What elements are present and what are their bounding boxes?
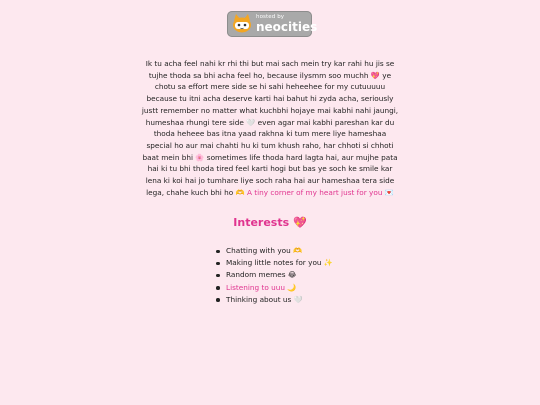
- neocities-cat-icon: [231, 14, 253, 34]
- interest-item: Making little notes for you ✨: [216, 257, 333, 269]
- interest-item: Listening to uuu 🌙: [216, 282, 333, 294]
- message-tagline: A tiny corner of my heart just for you 💌: [246, 187, 394, 197]
- message-text: Ik tu acha feel nahi kr rhi thi but mai sach mein try kar rahi hu jis se tujhe thoda sa bhi acha feel ho, because ilysmm soo muchh 💖 ye chotu sa effort mere side se hi sahi heheehee for my cutuuuuu because tu itni acha deserve karti hai bahut hi zyda acha, seriously justt remember no matter what kuchbhi hojaye mai kabhi nahi jaungi, humeshaa rhungi tere side 🤍 even agar mai kabhi pareshan kar du thoda heheee bas itna yaad rakhna ki tum mere liye hameshaa special ho aur mai chahti hu ki tum khush raho, har chhoti si chhoti baat mein bhi 🌸 sometimes life thoda hard lagta hai, aur mujhe pata hai ki tu bhi thoda tired feel karti hogi but bas ye soch ke smile kar lena ki koi hai jo tumhare liye soch raha hai aur hameshaa tera side lega, chahe kuch bhi ho 🫶: [141, 59, 399, 197]
- interests-list: [216, 245, 333, 306]
- interest-item: Thinking about us 🤍: [216, 294, 333, 306]
- interest-item: Random memes 😂: [216, 269, 333, 281]
- interest-item: Chatting with you 🫶: [216, 245, 333, 257]
- badge-line-2: neocities: [256, 20, 318, 35]
- message-paragraph: [140, 58, 400, 198]
- interests-heading: Interests 💖: [233, 216, 307, 229]
- badge-line-1: hosted by: [256, 13, 285, 20]
- neocities-badge-link[interactable]: [227, 11, 318, 37]
